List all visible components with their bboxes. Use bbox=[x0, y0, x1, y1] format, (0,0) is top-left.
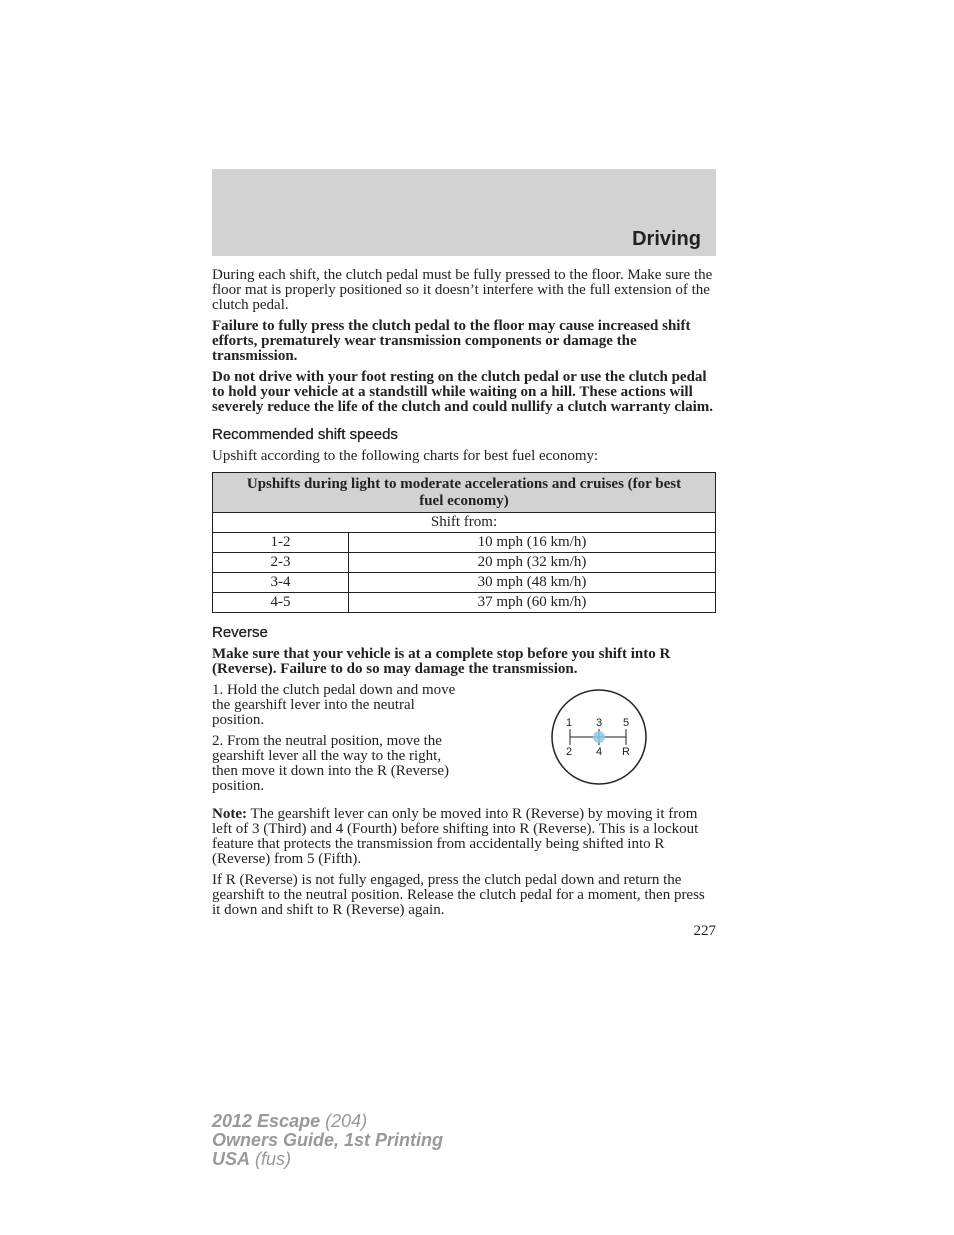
reverse-steps-with-diagram bbox=[212, 683, 716, 807]
neutral-position-marker bbox=[593, 731, 605, 743]
gear-label-4: 4 bbox=[595, 746, 603, 758]
shift-cell: 4-5 bbox=[213, 593, 349, 613]
shift-cell: 2-3 bbox=[213, 553, 349, 573]
reverse-heading: Reverse bbox=[212, 624, 268, 641]
table-subheader: Shift from: bbox=[213, 513, 716, 533]
document-footer bbox=[212, 1112, 443, 1169]
reverse-final-paragraph: If R (Reverse) is not fully engaged, press the clutch pedal down and return the gearshift to the neutral position. Release the clutch pedal for a moment, then press it down and shift to R (Reverse) again. bbox=[212, 872, 705, 918]
table-row bbox=[213, 593, 716, 613]
speed-cell: 30 mph (48 km/h) bbox=[349, 573, 716, 593]
gear-label-1: 1 bbox=[565, 717, 573, 729]
gear-label-5: 5 bbox=[622, 717, 630, 729]
section-title: Driving bbox=[632, 228, 701, 250]
note-label: Note: bbox=[212, 806, 247, 822]
shift-speed-table bbox=[212, 472, 716, 613]
intro-paragraph: During each shift, the clutch pedal must be fully pressed to the floor. Make sure the floor mat is properly positioned so it doesn’t interfere with the full extension of the clutch pedal. bbox=[212, 267, 713, 313]
speed-cell: 10 mph (16 km/h) bbox=[349, 533, 716, 553]
shift-speeds-lead: Upshift according to the following charts for best fuel economy: bbox=[212, 448, 599, 464]
footer-model: 2012 Escape bbox=[212, 1111, 321, 1131]
reverse-step-1: 1. Hold the clutch pedal down and move the gearshift lever into the neutral position. bbox=[212, 682, 456, 728]
table-caption: Upshifts during light to moderate accelerations and cruises (for best fuel economy) bbox=[213, 473, 716, 513]
gear-label-r: R bbox=[622, 746, 630, 758]
clutch-warning-1: Failure to fully press the clutch pedal to the floor may cause increased shift efforts, prematurely wear transmission components or damage the transmission. bbox=[212, 318, 691, 364]
note-text: The gearshift lever can only be moved into R (Reverse) by moving it from left of 3 (Third) and 4 (Fourth) before shifting into R (Reverse). This is a lockout feature that protects the transmission from accidentally being shifted into R (Reverse) from 5 (Fifth). bbox=[212, 806, 699, 867]
speed-cell: 20 mph (32 km/h) bbox=[349, 553, 716, 573]
footer-market-code: (fus) bbox=[255, 1149, 292, 1169]
page-number: 227 bbox=[693, 923, 716, 939]
reverse-step-2: 2. From the neutral position, move the gearshift lever all the way to the right, then move it down into the R (Reverse) position. bbox=[212, 733, 450, 794]
page-content bbox=[212, 268, 716, 939]
lockout-note bbox=[212, 807, 716, 867]
table-row bbox=[213, 553, 716, 573]
shift-cell: 3-4 bbox=[213, 573, 349, 593]
footer-model-code: (204) bbox=[325, 1111, 368, 1131]
clutch-warning-2: Do not drive with your foot resting on the clutch pedal or use the clutch pedal to hold your vehicle at a standstill while waiting on a hill. These actions will severely reduce the life of the clutch and could nullify a clutch warranty claim. bbox=[212, 369, 714, 415]
footer-market: USA bbox=[212, 1149, 251, 1169]
gearshift-pattern-diagram bbox=[549, 687, 649, 787]
gear-label-2: 2 bbox=[565, 746, 573, 758]
shift-speeds-heading: Recommended shift speeds bbox=[212, 426, 398, 443]
table-row bbox=[213, 573, 716, 593]
section-header-band bbox=[212, 169, 716, 256]
reverse-warning: Make sure that your vehicle is at a complete stop before you shift into R (Reverse). Failure to do so may damage the transmission. bbox=[212, 646, 671, 677]
speed-cell: 37 mph (60 km/h) bbox=[349, 593, 716, 613]
footer-guide: Owners Guide, 1st Printing bbox=[212, 1130, 444, 1150]
shift-cell: 1-2 bbox=[213, 533, 349, 553]
table-row bbox=[213, 533, 716, 553]
gear-label-3: 3 bbox=[595, 717, 603, 729]
